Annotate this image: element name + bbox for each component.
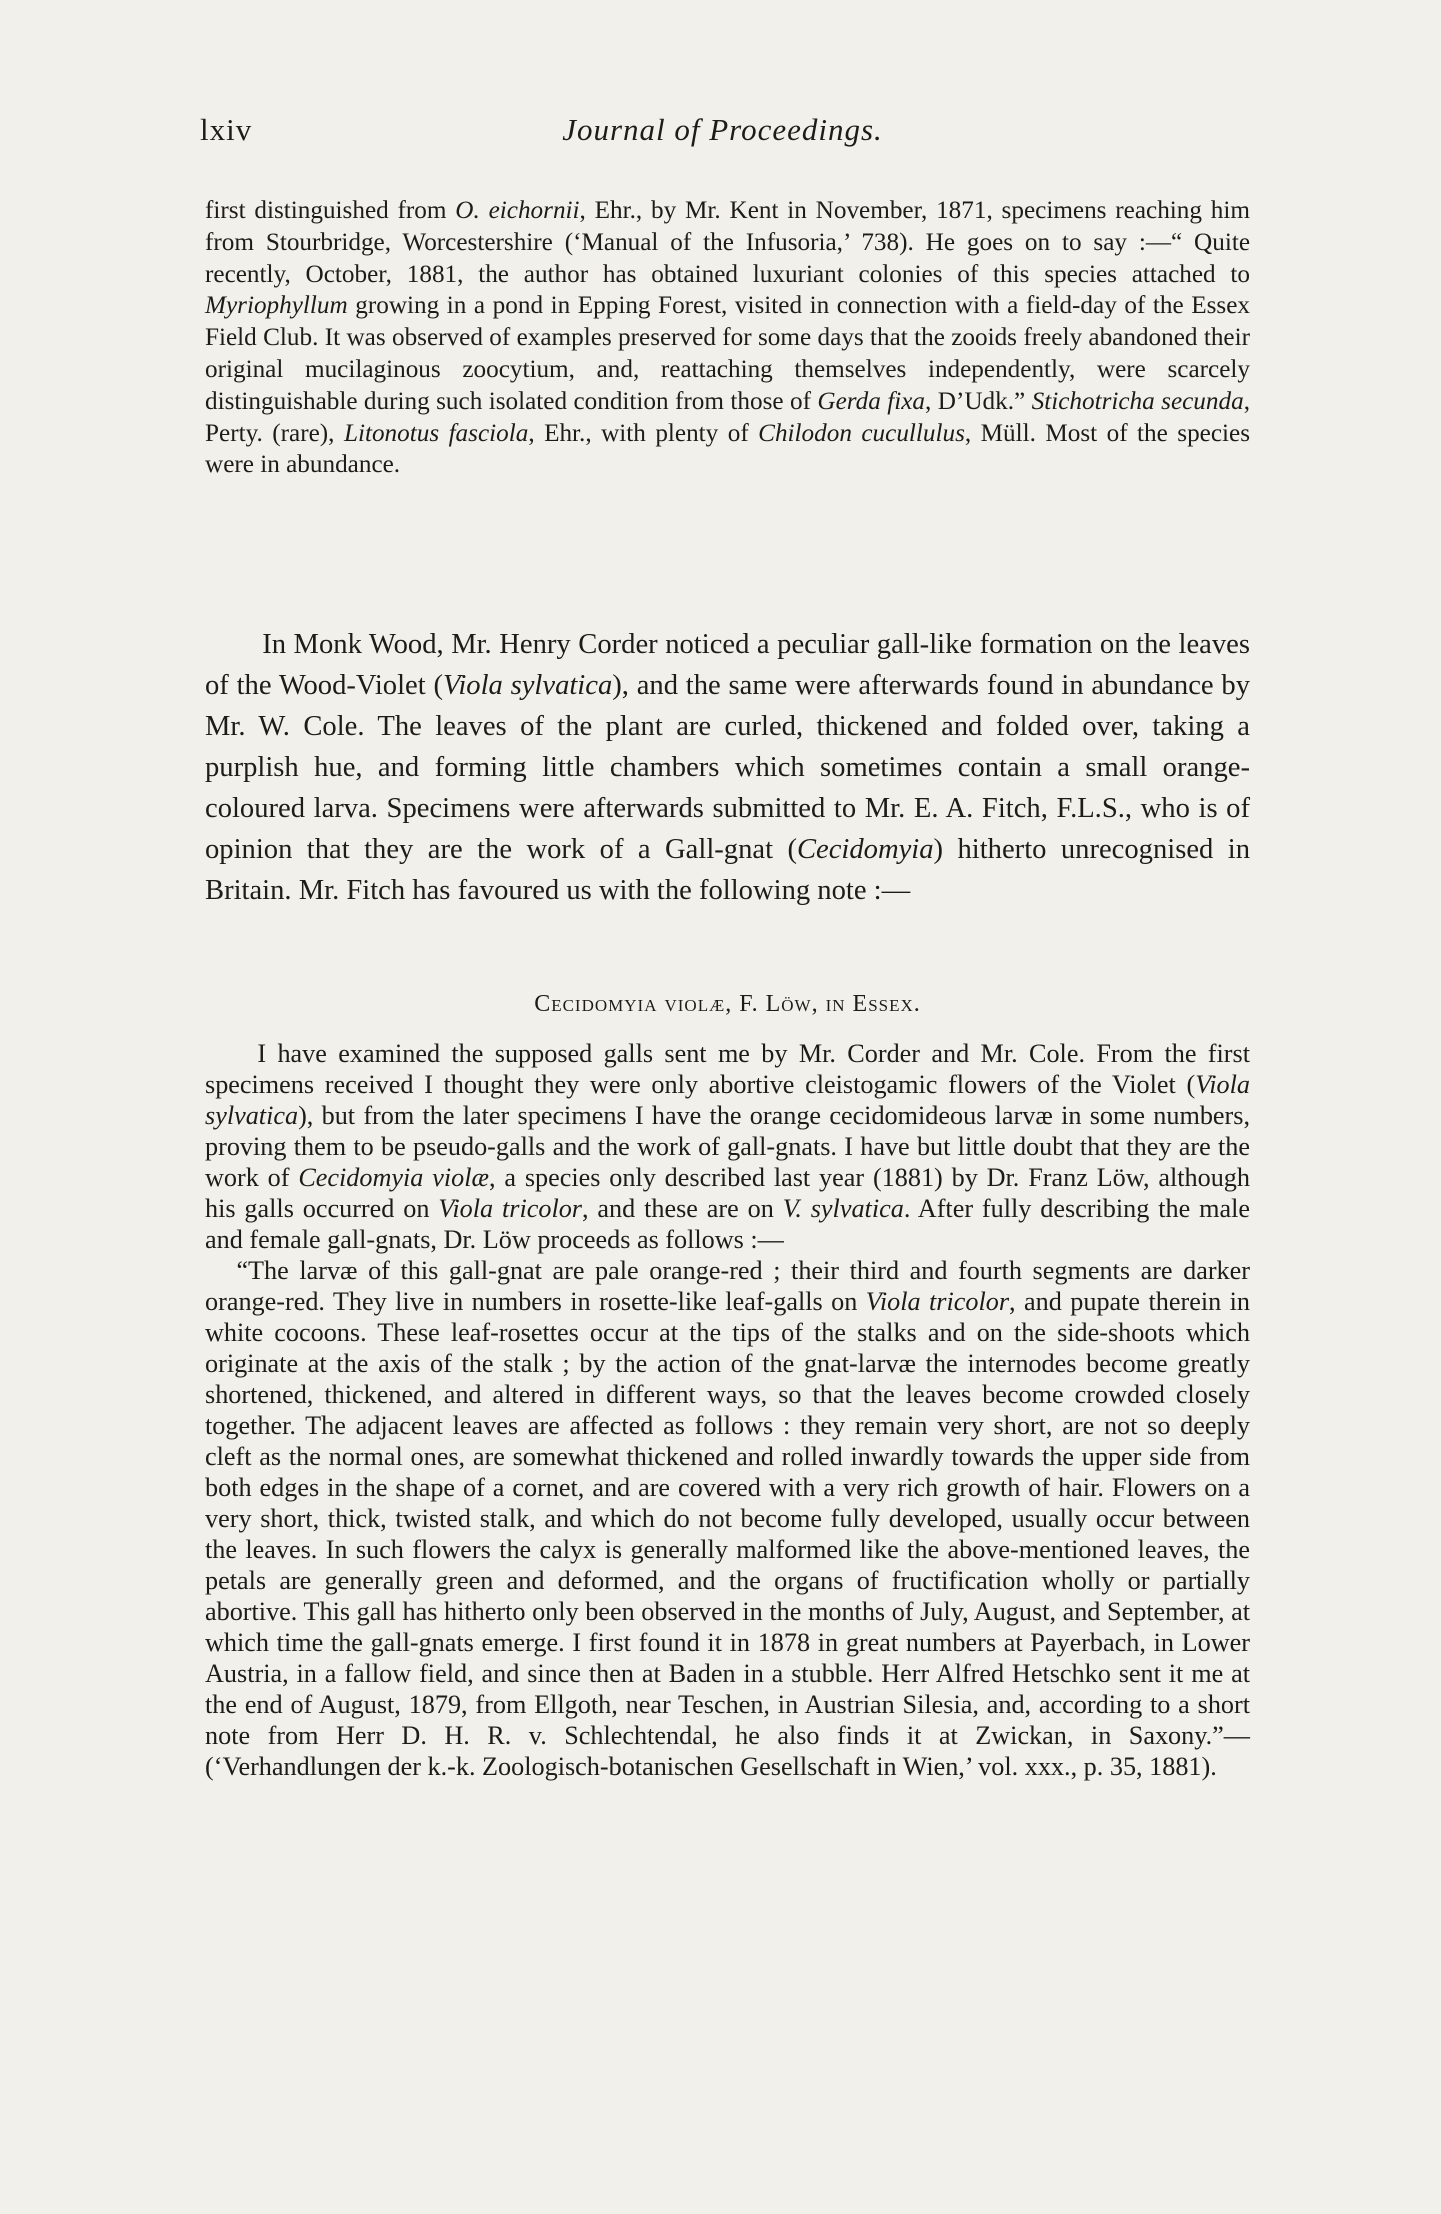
text-run: , and pupate therein in white cocoons. These leaf-rosettes occur at the tips of the stalks and on the side-shoots which originate at the axis of the stalk ; by the action of the gnat-larvæ the internodes become greatly shortened, thickened, and altered in different ways, so that the leaves become crowded closely together. The adjacent leaves are affected as follows : they remain very short, are not so deeply cleft as the normal ones, are somewhat thickened and rolled inwardly towards the upper side from both edges in the shape of a cornet, and are covered with a very rich growth of hair. Flowers on a very short, thick, twisted stalk, and which do not become fully developed, usually occur between the leaves. In such flowers the calyx is generally malformed like the above-mentioned leaves, the petals are generally green and deformed, and the organs of fructification wholly or partially abortive. This gall has hitherto only been observed in the months of July, August, and September, at which time the gall-gnats emerge. I first found it in 1878 in great numbers at Payerbach, in Lower Austria, in a fallow field, and since then at Baden in a stubble. Herr Alfred Hetschko sent it me at the end of August, 1879, from Ellgoth, near Teschen, in Austrian Silesia, and, according to a short note from Herr D. H. R. v. Schlechtendal, he also finds it at Zwickan, in Saxony.”—(‘Verhandlungen der k.-k. Zoologisch-botanischen Gesellschaft in Wien,’ vol. xxx., p. 35, 1881).: [205, 1287, 1250, 1781]
large-print-block: [205, 624, 1250, 911]
text-run: In Monk Wood, Mr. Henry Corder noticed a peculiar gall-like formation on the leaves of the Wood-Violet (: [205, 629, 1250, 701]
text-run: , Perty. (rare),: [205, 387, 1250, 447]
text-run: , Müll. Most of the species were in abundance.: [205, 419, 1250, 479]
text-run: , Ehr., with plenty of: [528, 419, 759, 447]
italic-term: Viola sylvatica: [205, 1070, 1250, 1130]
text-run: , and these are on: [582, 1194, 783, 1223]
italic-term: Viola sylvatica: [443, 670, 613, 701]
italic-term: Viola tricolor: [438, 1194, 582, 1223]
text-run: ), but from the later specimens I have the orange cecidomideous larvæ in some numbers, proving them to be pseudo-galls and the work of gall-gnats. I have but little doubt that they are the work of: [205, 1101, 1250, 1192]
italic-term: Stichotricha secunda: [1031, 387, 1244, 415]
italic-term: Chilodon cucullulus: [758, 419, 965, 447]
text-run: “The larvæ of this gall-gnat are pale orange-red ; their third and fourth segments are darker orange-red. They live in numbers in rosette-like leaf-galls on: [205, 1256, 1250, 1316]
italic-term: Gerda fixa: [817, 387, 926, 415]
letter-block: [205, 1038, 1250, 1782]
italic-term: Cecidomyia violæ: [298, 1163, 489, 1192]
running-head: [200, 112, 1245, 162]
text-run: I have examined the supposed galls sent me by Mr. Corder and Mr. Cole. From the first specimens received I thought they were only abortive cleistogamic flowers of the Violet (: [205, 1039, 1250, 1099]
text-run: growing in a pond in Epping Forest, visited in connection with a field-day of the Essex Field Club. It was observed of examples preserved for some days that the zooids freely abandoned their original mucilaginous zoocytium, and, reattaching themselves independently, were scarcely distinguishable during such isolated condition from those of: [205, 292, 1250, 415]
italic-term: Myriophyllum: [205, 292, 348, 320]
text-run: . After fully describing the male and female gall-gnats, Dr. Löw proceeds as follows :—: [205, 1194, 1250, 1254]
italic-term: Viola tricolor: [865, 1287, 1010, 1316]
page-number: lxiv: [200, 112, 253, 147]
text-run: , a species only described last year (1881) by Dr. Franz Löw, although his galls occurred on: [205, 1163, 1250, 1223]
small-print-block: [205, 195, 1250, 481]
italic-term: V. sylvatica: [782, 1194, 904, 1223]
text-run: first distinguished from: [205, 197, 456, 224]
text-run: ), and the same were afterwards found in abundance by Mr. W. Cole. The leaves of the plant are curled, thickened and folded over, taking a purplish hue, and forming little chambers which sometimes contain a small orange-coloured larva. Specimens were afterwards submitted to Mr. E. A. Fitch, F.L.S., who is of opinion that they are the work of a Gall-gnat (: [205, 670, 1250, 865]
letter-paragraph: [205, 1038, 1250, 1255]
text-run: , Ehr., by Mr. Kent in November, 1871, specimens reaching him from Stourbridge, Worcestershire (‘Manual of the Infusoria,’ 738). He goes on to say :—“ Quite recently, October, 1881, the author has obtained luxuriant colonies of this species attached to: [205, 197, 1250, 288]
monk-wood-paragraph: [205, 624, 1250, 911]
text-run: ) hitherto unrecognised in Britain. Mr. Fitch has favoured us with the following note :—: [205, 834, 1250, 906]
text-run: , D’Udk.”: [925, 387, 1032, 415]
italic-term: Cecidomyia: [796, 834, 934, 865]
italic-term: Litonotus fasciola: [343, 419, 529, 447]
section-heading: Cecidomyia violæ, F. Löw, in Essex.: [534, 991, 921, 1017]
journal-title: Journal of Proceedings.: [562, 112, 883, 147]
quotation-paragraph: [205, 1255, 1250, 1782]
continued-paragraph: [205, 195, 1250, 481]
italic-term: O. eichornii: [455, 197, 580, 224]
